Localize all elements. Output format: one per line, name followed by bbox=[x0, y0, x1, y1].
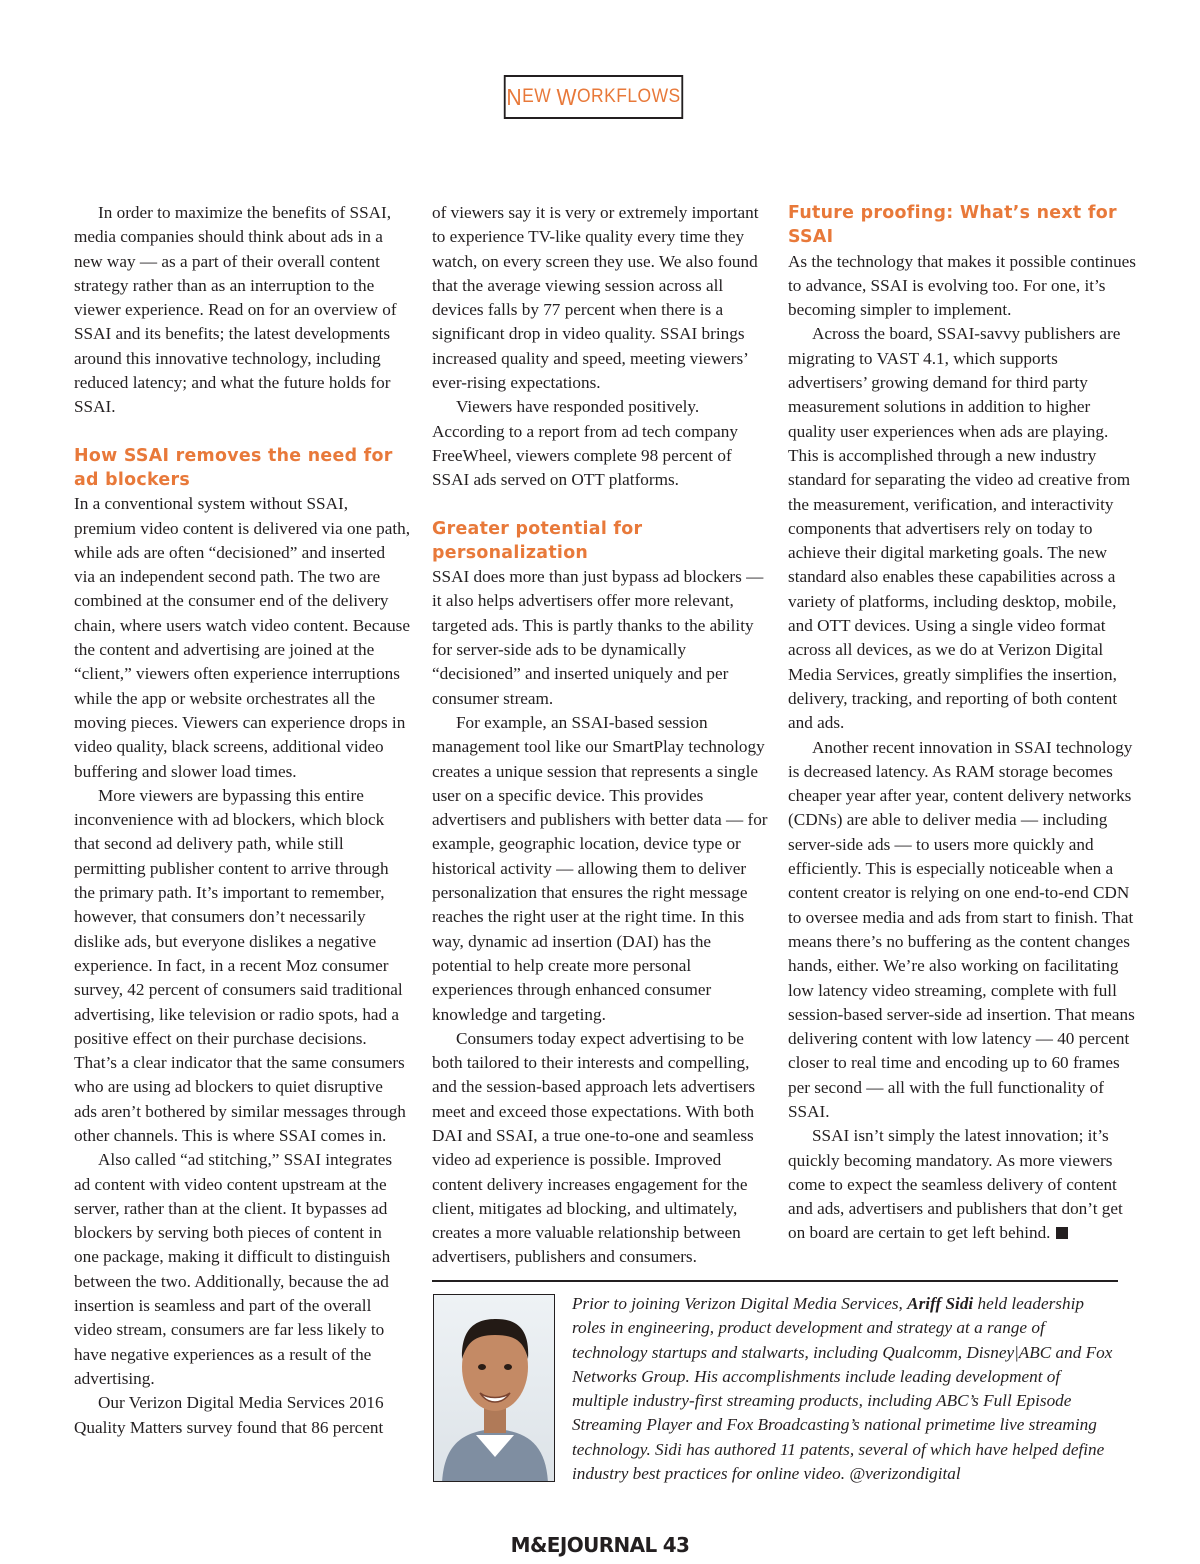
body-paragraph: of viewers say it is very or extremely important to experience TV-like quality every time they watch, on every screen they use. We also found that the average viewing session across all devices falls by 77 percent when there is a significant drop in video quality. SSAI brings increased quality and speed, meeting viewers’ ever-rising expectations. bbox=[432, 203, 759, 393]
section-tag-initial-w: W bbox=[556, 83, 577, 110]
heading-future-proofing: Future proofing: What’s next for SSAI bbox=[788, 203, 1117, 248]
bio-divider bbox=[432, 1280, 1118, 1282]
body-paragraph: SSAI does more than just bypass ad blockers — it also helps advertisers offer more relevant, targeted ads. This is partly thanks to the ability for server-side ads to be dynamically “decisioned” and inserted uniquely and per consumer stream. bbox=[432, 567, 764, 708]
page-number: 43 bbox=[662, 1533, 690, 1557]
bio-details: held leadership roles in engineering, product development and strategy at a range of technology startups and stalwarts, including Qualcomm, Disney|ABC and Fox Networks Group. His accomplishments include leading development of multiple industry-first streaming products, including ABC’s Full Episode Streaming Player and Fox Broadcasting’s national primetime live streaming technology. Sidi has authored 11 patents, several of which have helped define industry best practices for online video. @verizondigital bbox=[572, 1294, 1113, 1484]
body-paragraph: Also called “ad stitching,” SSAI integrates ad content with video content upstream at the server, rather than at the client. It bypasses ad blockers by serving both pieces of content in one package, making it difficult to distinguish between the two. Additionally, because the ad insertion is seamless and part of the overall video stream, consumers are far less likely to have negative experiences as a result of the advertising. bbox=[74, 1150, 393, 1388]
body-paragraph: More viewers are bypassing this entire inconvenience with ad blockers, which block that second ad delivery path, while still permitting publisher content to arrive through the primary path. It’s important to remember, however, that consumers don’t necessarily dislike ads, but everyone dislikes a negative experience. In fact, in a recent Moz consumer survey, 42 percent of consumers said traditional advertising, like television or radio spots, had a positive effect on their purchase decisions. That’s a clear indicator that the same consumers who are using ad blockers to quiet disruptive ads aren’t bothered by similar messages through other channels. This is where SSAI comes in. bbox=[74, 785, 406, 1145]
heading-ad-blockers: How SSAI removes the need for ad blockers bbox=[74, 445, 393, 490]
article-column-2 bbox=[432, 201, 772, 1270]
body-paragraph: Our Verizon Digital Media Services 2016 Quality Matters survey found that 86 percent bbox=[74, 1393, 384, 1437]
section-tag bbox=[504, 75, 683, 119]
body-paragraph: As the technology that makes it possible continues to advance, SSAI is evolving too. For one, it’s becoming simpler to implement. bbox=[788, 251, 1136, 320]
section-tag-initial-n: N bbox=[506, 83, 523, 110]
intro-paragraph: In order to maximize the benefits of SSAI, media companies should think about ads in a new way — as a part of their overall content strategy rather than as an interruption to the viewer experience. Read on for an overview of SSAI and its benefits; the latest developments around this innovative technology, including reduced latency; and what the future holds for SSAI. bbox=[74, 203, 397, 417]
body-paragraph: Viewers have responded positively. According to a report from ad tech company FreeWheel, viewers complete 98 percent of SSAI ads served on OTT platforms. bbox=[432, 397, 738, 490]
section-tag-part-2: ORKFLOWS bbox=[576, 86, 681, 107]
body-paragraph: For example, an SSAI-based session management tool like our SmartPlay technology creates a unique session that represents a single user on a specific device. This provides advertisers and publishers with better data — for example, geographic location, device type or historical activity — allowing them to deliver personalization that ensures the right message reaches the right user at the right time. In this way, dynamic ad insertion (DAI) has the potential to help create more personal experiences through enhanced consumer knowledge and targeting. bbox=[432, 712, 768, 1024]
page-footer bbox=[0, 1533, 1200, 1557]
body-paragraph: Consumers today expect advertising to be both tailored to their interests and compelling, and the session-based approach lets advertisers meet and exceed those expectations. With both DAI and SSAI, a true one-to-one and seamless video ad experience is possible. Improved content delivery increases engagement for the client, mitigates ad blocking, and ultimately, creates a more valuable relationship between advertisers, publishers and consumers. bbox=[432, 1028, 756, 1267]
article-column-3 bbox=[788, 201, 1136, 1246]
body-paragraph: In a conventional system without SSAI, premium video content is delivered via one path, while ads are often “decisioned” and inserted via an independent second path. The two are combined at the consumer end of the delivery chain, where users watch video content. Because the content and advertising are joined at the “client,” viewers often experience interruptions while the app or website orchestrates all the moving pieces. Viewers can experience drops in video quality, black screens, additional video buffering and slower load times. bbox=[74, 494, 411, 781]
heading-personalization: Greater potential for personalization bbox=[432, 518, 643, 563]
author-bio bbox=[572, 1292, 1120, 1486]
article-column-1 bbox=[74, 201, 410, 1440]
bio-intro: Prior to joining Verizon Digital Media Services, bbox=[572, 1294, 908, 1313]
closing-paragraph bbox=[788, 1124, 1136, 1245]
magazine-name: M&EJOURNAL bbox=[510, 1533, 657, 1557]
section-tag-part-1: EW bbox=[522, 86, 557, 107]
author-name: Ariff Sidi bbox=[907, 1294, 974, 1313]
closing-text: SSAI isn’t simply the latest innovation; it’s quickly becoming mandatory. As more viewers come to expect the seamless delivery of content and ads, advertisers and publishers that don’t get on board are certain to get left behind. bbox=[788, 1126, 1123, 1243]
end-of-article-mark bbox=[1056, 1227, 1068, 1239]
author-photo bbox=[433, 1294, 555, 1482]
body-paragraph: Across the board, SSAI-savvy publishers are migrating to VAST 4.1, which supports advertisers’ growing demand for third party measurement solutions in addition to higher quality user experiences when ads are playing. This is accomplished through a new industry standard for separating the video ad creative from the measurement, verification, and interactivity components that advertisers rely on today to achieve their digital marketing goals. The new standard also enables these capabilities across a variety of platforms, including desktop, mobile, and OTT devices. Using a single video format across all devices, as we do at Verizon Digital Media Services, greatly simplifies the insertion, delivery, tracking, and reporting of both content and ads. bbox=[788, 324, 1131, 733]
body-paragraph: Another recent innovation in SSAI technology is decreased latency. As RAM storage becomes cheaper year after year, content delivery networks (CDNs) are able to deliver media — including server-side ads — to users more quickly and efficiently. This is especially noticeable when a content creator is relying on one end-to-end CDN to oversee media and ads from start to finish. That means there’s no buffering as the content changes hands, either. We’re also working on facilitating low latency video streaming, complete with full session-based server-side ad insertion. That means delivering content with low latency — 40 percent closer to real time and encoding up to 60 frames per second — all with the full functionality of SSAI. bbox=[788, 737, 1135, 1121]
